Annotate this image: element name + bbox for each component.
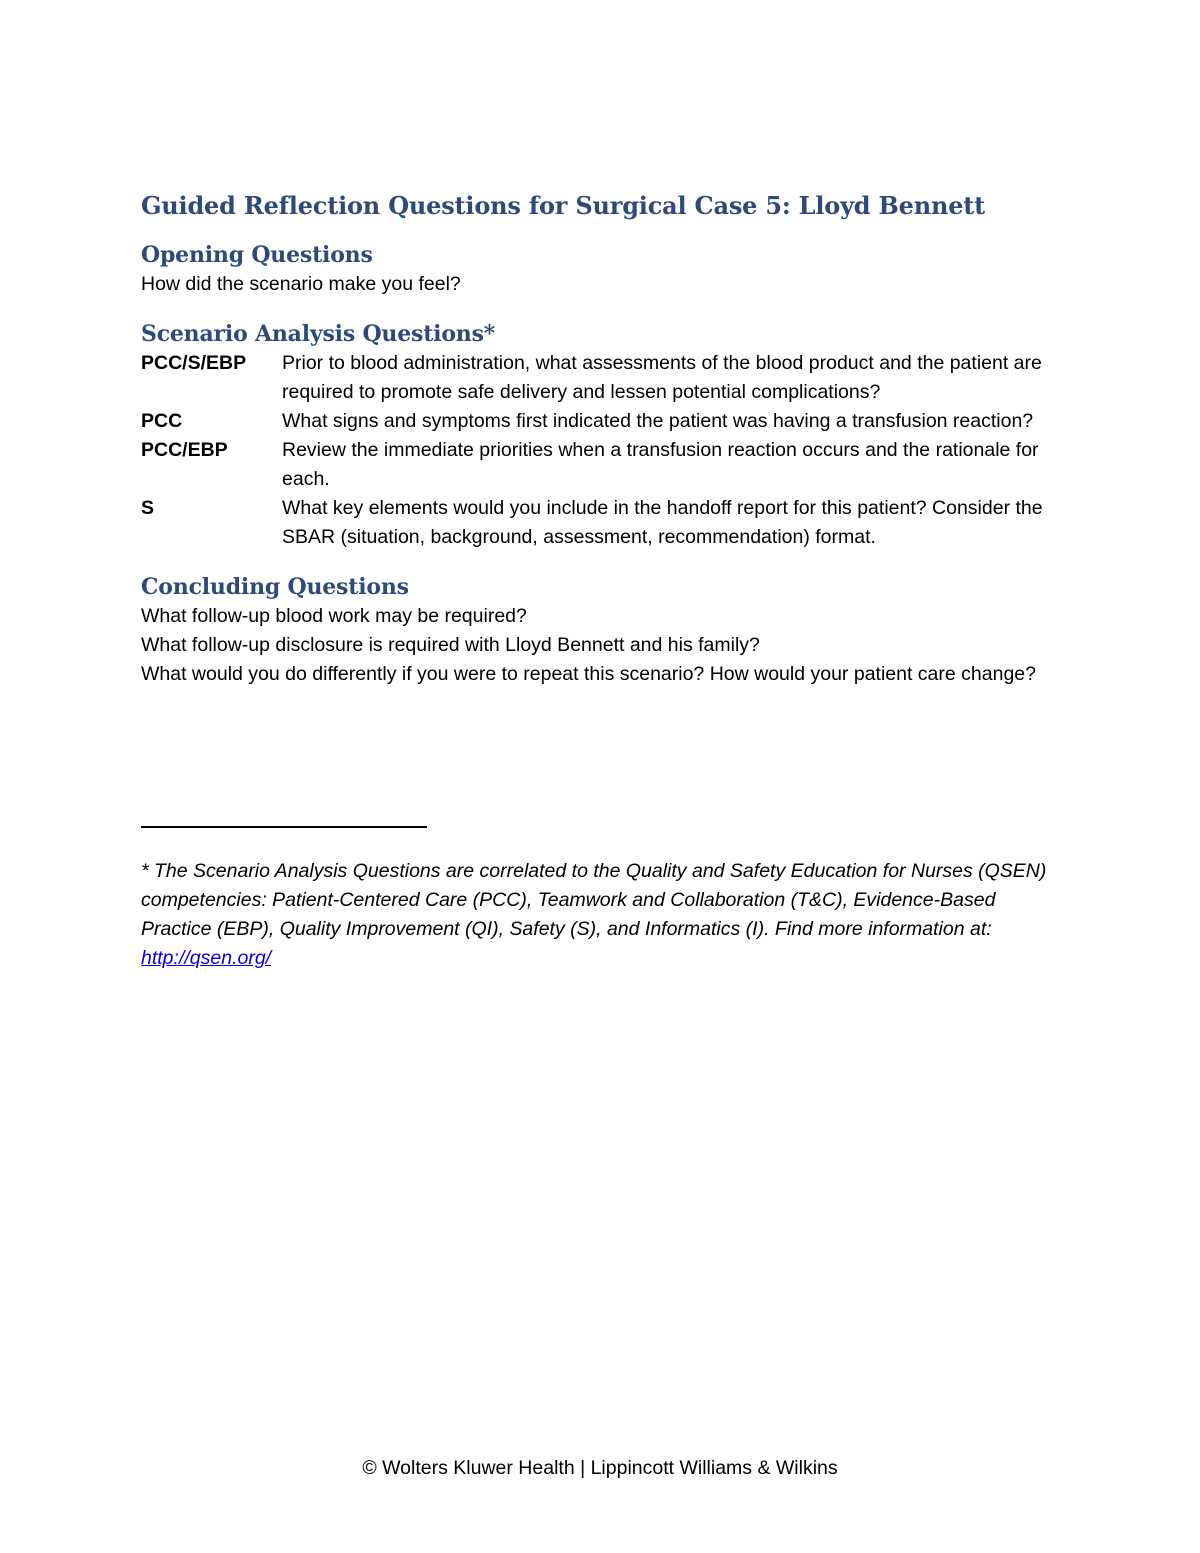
document-content (141, 190, 1071, 689)
concluding-question: What follow-up blood work may be required? (141, 605, 527, 627)
footnote-separator (141, 826, 427, 828)
scenario-question-row (141, 436, 1071, 494)
competency-code: PCC/S/EBP (141, 352, 247, 374)
scenario-question-row (141, 494, 1071, 552)
concluding-question: What follow-up disclosure is required with Lloyd Bennett and his family? (141, 634, 760, 656)
opening-question: How did the scenario make you feel? (141, 273, 461, 295)
footnote-text: * The Scenario Analysis Questions are correlated to the Quality and Safety Education for Nurses (QSEN) competencies: Patient-Centered Care (PCC), Teamwork and Collaboration (T&C), Evidence-Based Practice (EBP), Quality Improvement (QI), Safety (S), and Informatics (I). Find more information at: (141, 860, 1047, 940)
scenario-question-list (141, 349, 1071, 552)
scenario-question-text: Review the immediate priorities when a transfusion reaction occurs and the rationale for each. (282, 439, 1039, 490)
concluding-questions-heading: Concluding Questions (141, 574, 409, 600)
concluding-question: What would you do differently if you were to repeat this scenario? How would your patient care change? (141, 663, 1036, 685)
scenario-question-text: What signs and symptoms first indicated the patient was having a transfusion reaction? (282, 410, 1034, 432)
opening-questions-heading: Opening Questions (141, 242, 373, 268)
scenario-question-row (141, 349, 1071, 407)
scenario-question-row (141, 407, 1071, 436)
page-title: Guided Reflection Questions for Surgical Case 5: Lloyd Bennett (141, 191, 986, 220)
scenario-question-text: Prior to blood administration, what assessments of the blood product and the patient are required to promote safe delivery and lessen potential complications? (282, 352, 1042, 403)
footnote (141, 857, 1071, 973)
competency-code: PCC (141, 410, 183, 432)
competency-code: S (141, 497, 155, 519)
qsen-link[interactable]: http://qsen.org/ (141, 947, 272, 969)
competency-code: PCC/EBP (141, 439, 228, 461)
scenario-question-text: What key elements would you include in the handoff report for this patient? Consider the SBAR (situation, background, assessment, recommendation) format. (282, 497, 1043, 548)
scenario-analysis-heading: Scenario Analysis Questions* (141, 321, 496, 347)
copyright-footer: © Wolters Kluwer Health | Lippincott Williams & Wilkins (362, 1457, 838, 1479)
